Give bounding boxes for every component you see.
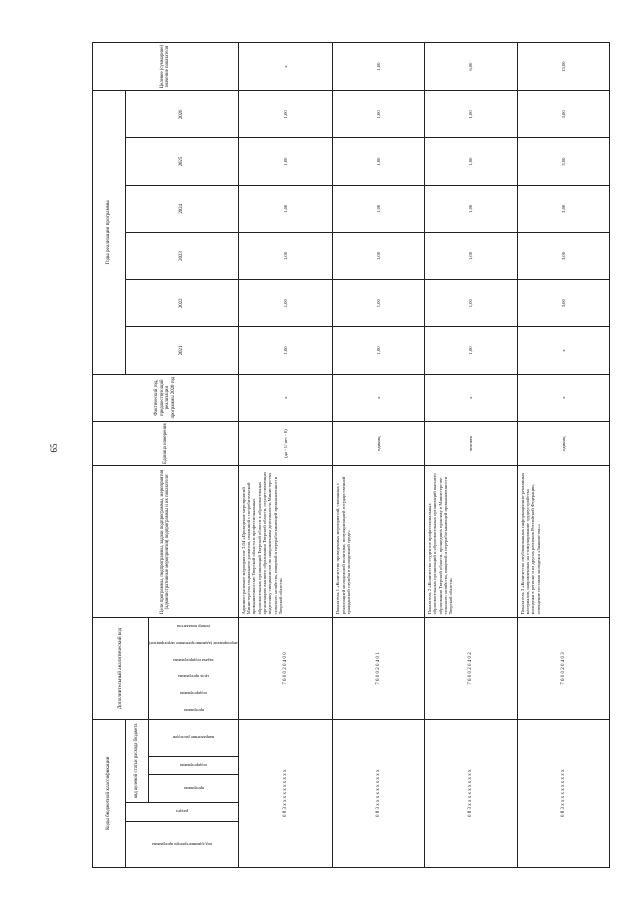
value-2023-cell	[517, 232, 609, 279]
final-value-cell	[333, 43, 425, 91]
additional-code-header: Дополнительный аналитический код	[93, 618, 149, 719]
goal-text-cell	[333, 466, 425, 618]
cell-text: 1,00	[376, 62, 382, 71]
budget-code-cell	[333, 719, 425, 867]
cell-text: 1,00	[283, 252, 289, 261]
cell-text: 1,00	[376, 110, 382, 119]
analytic-code-cell	[333, 618, 425, 719]
cell-text: 1,00	[468, 157, 474, 166]
cell-text: 3,00	[560, 157, 566, 166]
value-2026-cell	[333, 91, 425, 138]
cell-text: Показатель 1 «Количество проведенных мероприятий, связанных с реализацией молодежной политики, популяризацией государственной гражданской службы в молодежной среде»	[335, 476, 352, 615]
value-2022-cell	[333, 280, 425, 327]
unit-cell	[517, 421, 609, 466]
cell-text: (да - 1/ нет - 0)	[283, 429, 289, 458]
page-number: 65	[49, 443, 59, 453]
cell-text: 1,00	[376, 346, 382, 355]
unit-cell	[425, 421, 518, 466]
table-row	[517, 43, 609, 868]
cell-text: 7 6 0 0 2 0 4 0 2	[468, 652, 474, 685]
fact-year-cell	[517, 374, 609, 421]
cell-text: 1,00	[283, 110, 289, 119]
subprogram-subheader: подпрограмма	[149, 756, 238, 775]
cell-text: 15,00	[560, 61, 566, 72]
table-row	[238, 43, 333, 868]
value-2026-cell	[425, 91, 518, 138]
value-2021-cell	[425, 327, 518, 374]
table-row	[425, 43, 518, 868]
value-2024-cell	[238, 185, 333, 232]
cell-text: 1,00	[376, 204, 382, 213]
analytic-label: цель программы	[178, 674, 210, 680]
cell-text: единиц	[376, 436, 382, 451]
cell-text: 0 8 3 x x x x x x x x x x	[560, 769, 566, 818]
value-2021-cell	[238, 327, 333, 374]
cell-text: 1,00	[283, 346, 289, 355]
fact-year-header: Фактический год, предшествующий реализации программы 2020 год	[93, 374, 239, 421]
unit-cell	[238, 421, 333, 466]
analytic-label: номер показателя	[177, 624, 210, 630]
cell-text: x	[560, 349, 566, 352]
value-2025-cell	[425, 138, 518, 185]
budget-code-cell	[238, 719, 333, 867]
value-2022-cell	[238, 280, 333, 327]
cell-text: x	[376, 396, 382, 399]
value-2021-cell	[333, 327, 425, 374]
cell-text: 3,00	[560, 252, 566, 261]
year-2021-header: 2021	[125, 327, 238, 374]
cell-text: Показатель 3 «Количество опубликованных информационно-рекламных материалов, направленных на стимулирование трудоустройства молодежи в регионе и из других регионов Российской Федерации, освещение составов молодежи «Знакомства»»	[519, 472, 541, 615]
year-2022-header: 2022	[125, 280, 238, 327]
fact-year-cell	[333, 374, 425, 421]
final-value-header: Целевое (суммарное) значение показателя	[93, 43, 239, 91]
table-row	[333, 43, 425, 868]
cell-text: x	[283, 396, 289, 399]
cell-text: 3,00	[560, 204, 566, 213]
cell-text: 0 8 3 x x x x x x x x x x	[282, 769, 288, 818]
goal-text-cell	[517, 466, 609, 618]
cell-text: 7 6 0 0 2 0 4 0 3	[560, 652, 566, 685]
value-2023-cell	[238, 232, 333, 279]
analytic-label: задача подпрограммы	[173, 657, 215, 663]
cell-text: единиц	[560, 436, 566, 451]
cell-text: 0 8 3 x x x x x x x x x x	[468, 769, 474, 818]
cell-text: 0 8 3 x x x x x x x x x x	[375, 769, 381, 818]
cell-text: 1,00	[283, 204, 289, 213]
cell-text: человек	[468, 435, 474, 452]
program-subheader: программа	[149, 775, 238, 803]
value-2022-cell	[425, 280, 518, 327]
program-indicators-table	[92, 42, 610, 868]
table-frame	[92, 42, 610, 868]
final-value-cell	[425, 43, 518, 91]
expense-item-header: код целевой статьи расхода бюджета	[125, 719, 149, 802]
value-2024-cell	[517, 185, 609, 232]
rotated-table	[92, 42, 610, 868]
cell-text: 7 6 0 0 2 0 4 0 0	[282, 652, 288, 685]
cell-text: 1,00	[283, 299, 289, 308]
final-value-cell	[517, 43, 609, 91]
value-2024-cell	[425, 185, 518, 232]
year-2024-header: 2024	[125, 185, 238, 232]
cell-text: 3,00	[560, 299, 566, 308]
analytic-label: мероприятие (административное мероприятие)	[149, 641, 238, 647]
analytic-code-cell	[517, 618, 609, 719]
cell-text: x	[283, 65, 289, 68]
cell-text: 1,00	[376, 252, 382, 261]
budget-code-cell	[517, 719, 609, 867]
budget-codes-header: Коды бюджетной классификации	[93, 719, 126, 867]
final-value-cell	[238, 43, 333, 91]
goal-text-cell	[425, 466, 518, 618]
analytic-label: подпрограмма	[180, 691, 208, 697]
cell-text: 1,00	[376, 299, 382, 308]
year-2025-header: 2025	[125, 138, 238, 185]
cell-text: 1,00	[468, 110, 474, 119]
value-2024-cell	[333, 185, 425, 232]
cell-text: 6,00	[468, 62, 474, 71]
analytic-code-cell	[425, 618, 518, 719]
cell-text: 3,00	[560, 110, 566, 119]
cell-text: 1,00	[376, 157, 382, 166]
cell-text: 1,00	[468, 299, 474, 308]
direction-subheader: направление расходов	[149, 719, 238, 756]
unit-cell	[333, 421, 425, 466]
value-2026-cell	[517, 91, 609, 138]
budget-code-cell	[425, 719, 518, 867]
cell-text: 7 6 0 0 2 0 4 0 1	[375, 652, 381, 685]
goal-header: Цели программы, подпрограммы, задачи подпрограммы, мероприятия (административные мероприятия) подпрограммы и их показатели	[93, 466, 239, 618]
value-2021-cell	[517, 327, 609, 374]
analytic-label: программа	[183, 707, 204, 713]
cell-text: 1,00	[283, 157, 289, 166]
value-2023-cell	[333, 232, 425, 279]
fact-year-cell	[425, 374, 518, 421]
value-2022-cell	[517, 280, 609, 327]
years-group-header: Годы реализации программы	[93, 91, 126, 374]
value-2023-cell	[425, 232, 518, 279]
cell-text: 1,00	[468, 204, 474, 213]
cell-text: Показатель 2 «Количество студентов профессиональных образовательных организаций и образовательных организаций высшего образования Тверской области, прошедших практику в Министерстве сельского хозяйства, пищевой и перерабатывающей промышленности Тверской области»	[427, 473, 454, 615]
fact-year-cell	[238, 374, 333, 421]
analytic-code-cell	[238, 618, 333, 719]
year-2023-header: 2023	[125, 232, 238, 279]
value-2025-cell	[238, 138, 333, 185]
section-header: раздел	[125, 803, 238, 822]
year-2026-header: 2026	[125, 91, 238, 138]
admin-code-header: код администратора программы	[125, 821, 238, 867]
unit-header: Единица измерения	[93, 421, 239, 466]
value-2026-cell	[238, 91, 333, 138]
value-2025-cell	[333, 138, 425, 185]
analytic-subheader	[149, 618, 238, 719]
cell-text: x	[560, 396, 566, 399]
cell-text: x	[468, 396, 474, 399]
goal-text-cell	[238, 466, 333, 618]
cell-text: 1,00	[468, 252, 474, 261]
cell-text: 1,00	[468, 346, 474, 355]
cell-text: Административное мероприятие 2.04 «Проведение мероприятий Министерства социального развития, связанной с потребительской промышленностью Тверской области и профессиональных образовательных организаций Тверской области в образовательных организациях высшего образования Тверской области, осуществляющих подготовку специалистов по направлениям деятельности Министерства сельского хозяйства, пищевой и перерабатывающей промышленности Тверской области»	[240, 471, 283, 615]
value-2025-cell	[517, 138, 609, 185]
